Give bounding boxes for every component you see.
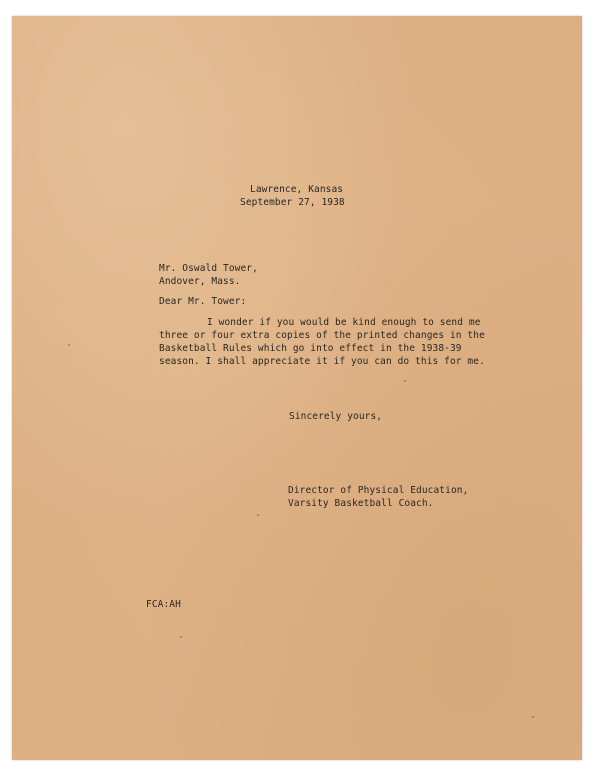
paper-speck (180, 636, 182, 638)
paper-speck (404, 380, 406, 382)
signature-title: Varsity Basketball Coach. (288, 498, 434, 509)
recipient-name: Mr. Oswald Tower, (159, 263, 258, 274)
closing: Sincerely yours, (289, 411, 383, 422)
body-line: I wonder if you would be kind enough to send me (207, 317, 481, 328)
paper-speck (257, 514, 259, 516)
reference-initials: FCA:AH (146, 599, 181, 610)
body-line: three or four extra copies of the printed changes in the (159, 330, 485, 341)
body-line: season. I shall appreciate it if you can do this for me. (159, 356, 485, 367)
letter-date: September 27, 1938 (240, 197, 345, 208)
body-line: Basketball Rules which go into effect in the 1938-39 (159, 343, 462, 354)
signature-title: Director of Physical Education, (288, 485, 469, 496)
salutation: Dear Mr. Tower: (159, 296, 247, 307)
letter-place: Lawrence, Kansas (250, 184, 344, 195)
letter-paper (12, 16, 582, 760)
recipient-address: Andover, Mass. (159, 276, 241, 287)
paper-speck (68, 344, 70, 346)
paper-speck (532, 716, 534, 718)
